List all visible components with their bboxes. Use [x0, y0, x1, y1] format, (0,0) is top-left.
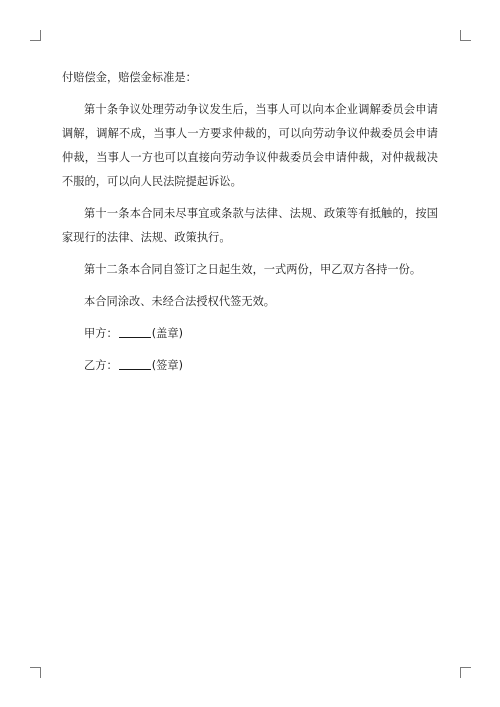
party-a-label: 甲方： — [84, 327, 118, 340]
party-b-blank — [119, 358, 151, 370]
paragraph-invalid-alteration: 本合同涂改、未经合法授权代签无效。 — [84, 295, 276, 308]
party-a-blank — [119, 326, 151, 338]
paragraph-compensation-standard: 付赔偿金，赔偿金标准是： — [62, 71, 197, 84]
crop-mark-top-left — [30, 30, 41, 41]
crop-mark-bottom-left — [30, 667, 41, 678]
paragraph-article-10: 第十条争议处理劳动争议发生后，当事人可以向本企业调解委员会申请调解，调解不成，当事人一方要求仲裁的，可以向劳动争议仲裁委员会申请仲裁，当事人一方也可以直接向劳动争议仲裁委员会申请仲裁，对仲裁裁决不服的，可以向人民法院提起诉讼。 — [62, 103, 438, 188]
document-body — [62, 66, 438, 378]
party-b-signature-line — [62, 354, 438, 378]
party-a-signature-line — [62, 322, 438, 346]
paragraph-article-11: 第十一条本合同未尽事宜或条款与法律、法规、政策等有抵触的，按国家现行的法律、法规、政策执行。 — [62, 207, 438, 244]
paragraph-article-12: 第十二条本合同自签订之日起生效，一式两份，甲乙双方各持一份。 — [84, 263, 422, 276]
crop-mark-top-right — [460, 30, 471, 41]
crop-mark-bottom-right — [460, 667, 471, 678]
party-a-seal-note: (盖章) — [151, 327, 184, 340]
party-b-sign-note: (签章) — [151, 359, 184, 372]
party-b-label: 乙方： — [84, 359, 118, 372]
